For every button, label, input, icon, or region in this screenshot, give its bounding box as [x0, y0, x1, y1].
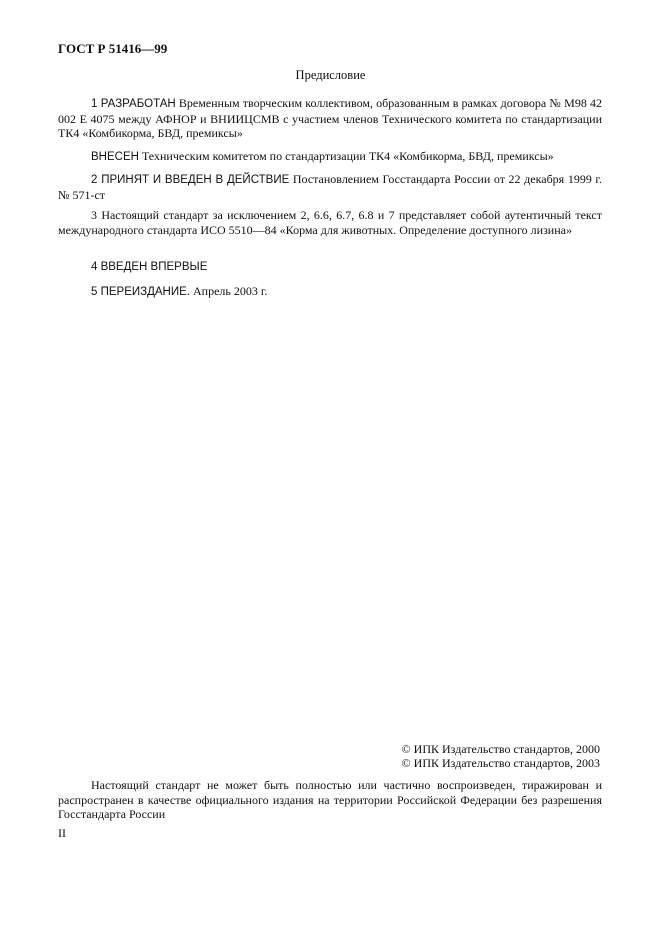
copyright-line: © ИПК Издательство стандартов, 2000: [401, 742, 600, 756]
item-iso-reference: [58, 208, 602, 237]
item-lead: ВНЕСЕН: [91, 151, 139, 163]
copyright-line: © ИПК Издательство стандартов, 2003: [401, 755, 600, 770]
item-text: Апрель 2003 г.: [189, 284, 268, 298]
item-introduced: [58, 149, 602, 165]
item-text: Постановлением Госстандарта России от 22 декабря 1999 г. № 571-ст: [58, 172, 602, 202]
item-first-introduced: [58, 259, 602, 275]
item-text: Техническим комитетом по стандартизации ТК4 «Комбикорма, БВД, премиксы»: [138, 149, 554, 163]
document-code: ГОСТ Р 51416—99: [58, 41, 168, 56]
item-text: 3 Настоящий стандарт за исключением 2, 6.6, 6.7, 6.8 и 7 представляет собой аутентичный текст международного стандарта ИСО 5510—84 «Корма для животных. Определение доступного лизина»: [58, 208, 602, 237]
item-lead: 4 ВВЕДЕН ВПЕРВЫЕ: [91, 261, 208, 273]
copyright-block: [402, 743, 600, 770]
page-title: Предисловие: [295, 68, 366, 82]
item-lead: 2 ПРИНЯТ И ВВЕДЕН В ДЕЙСТВИЕ: [91, 174, 290, 186]
item-adopted: [58, 172, 602, 202]
item-text: Временным творческим коллективом, образованным в рамках договора № М98 42 002 Е 4075 между АФНОР и ВНИИЦСМВ с участием членов Технического комитета по стандартизации ТК4 «Комбикорма, БВД, премиксы»: [58, 96, 602, 140]
page-number: II: [58, 826, 66, 840]
reproduction-notice: Настоящий стандарт не может быть полностью или частично воспроизведен, тиражирован и распространен в качестве официального издания на территории Российской Федерации без разрешения Госстандарта России: [58, 778, 602, 821]
item-developed: [58, 96, 602, 141]
item-reissue: [58, 284, 602, 300]
item-lead: 1 РАЗРАБОТАН: [91, 98, 176, 110]
item-lead: 5 ПЕРЕИЗДАНИЕ.: [91, 286, 190, 298]
